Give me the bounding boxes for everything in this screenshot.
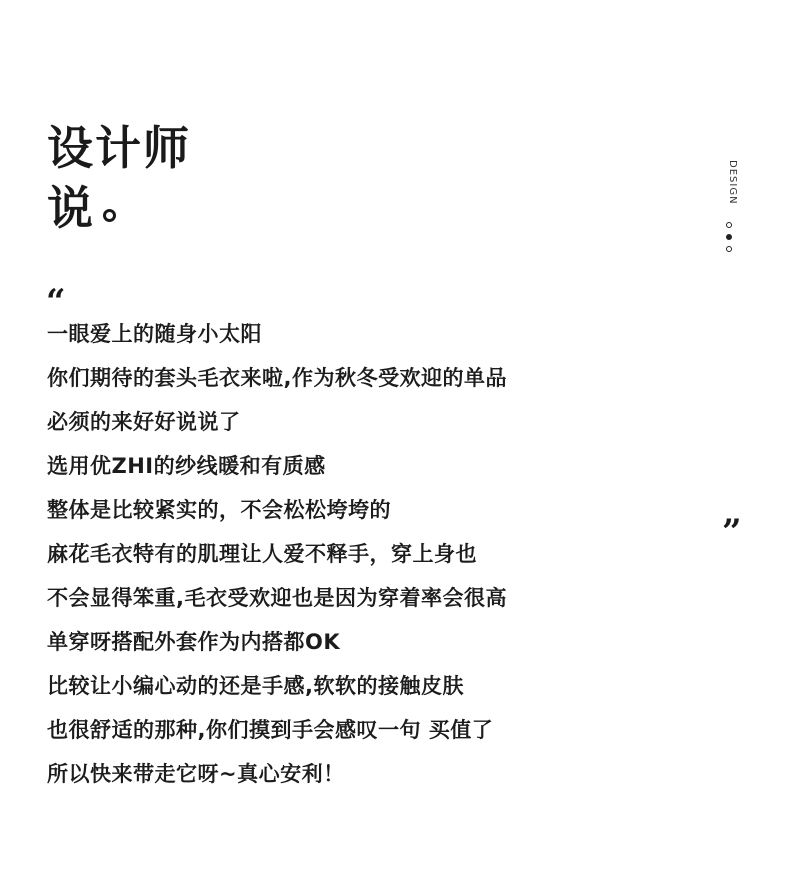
quote-line: 不会显得笨重,毛衣受欢迎也是因为穿着率会很高 [47,586,507,610]
title-line-2-text: 说 [47,181,95,235]
quote-line: 也很舒适的那种,你们摸到手会感叹一句 买值了 [47,718,494,742]
decorative-dots [725,222,735,258]
quote-line: 你们期待的套头毛衣来啦,作为秋冬受欢迎的单品 [47,366,507,390]
page-title [47,118,191,238]
quote-line: 麻花毛衣特有的肌理让人爱不释手，穿上身也 [47,542,477,566]
quote-line: 选用优ZHI的纱线暖和有质感 [47,454,326,478]
quote-line: 整体是比较紧实的，不会松松垮垮的 [47,498,391,522]
close-quote-mark: ” [722,512,742,552]
open-quote-mark: “ [46,282,66,322]
design-side-label: DESIGN [727,160,738,205]
quote-line: 一眼爱上的随身小太阳 [47,322,262,346]
filled-dot-icon [726,234,732,240]
hollow-dot-icon [726,222,732,228]
title-line-1: 设计师 [47,121,191,175]
designer-quote-text [47,316,507,800]
title-line-2 [47,178,191,238]
quote-line: 所以快来带走它呀~真心安利！ [47,762,345,786]
title-circle-icon [103,209,116,222]
quote-line: 单穿呀搭配外套作为内搭都OK [47,630,341,654]
quote-line: 必须的来好好说说了 [47,410,241,434]
hollow-dot-icon [726,246,732,252]
quote-line: 比较让小编心动的还是手感,软软的接触皮肤 [47,674,464,698]
